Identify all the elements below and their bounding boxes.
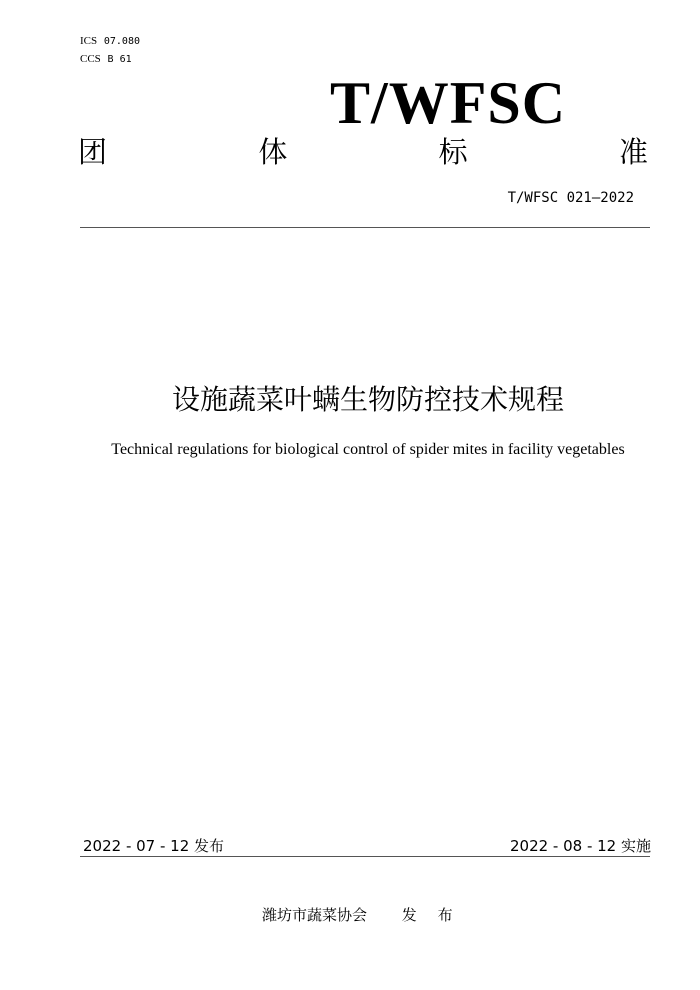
issuer-line [262,904,461,925]
standard-type-char: 体 [258,135,288,169]
ics-code: 07.080 [103,36,140,47]
organization-code: T/WFSC [330,70,567,136]
ics-label: ICS [80,35,98,47]
standard-type [78,134,648,170]
standard-type-char: 准 [618,135,648,169]
ics-line [80,34,140,49]
standard-type-char: 标 [438,135,468,169]
document-title-chinese: 设施蔬菜叶螨生物防控技术规程 [171,383,564,416]
ccs-code: B 61 [107,54,132,65]
document-title-english: Technical regulations for biological control of spider mites in facility vegetables [111,441,625,458]
footer-divider [80,856,650,857]
header-divider [80,227,650,228]
standard-number: T/WFSC 021—2022 [507,190,634,206]
ccs-line [80,52,132,67]
issuer-name: 潍坊市蔬菜协会 [262,906,368,924]
standard-type-char: 团 [78,135,108,169]
publish-date: 2022 - 07 - 12 发布 [83,837,225,855]
ccs-label: CCS [80,53,101,65]
implement-date: 2022 - 08 - 12 实施 [509,837,651,855]
issue-action: 发 布 [401,906,461,924]
